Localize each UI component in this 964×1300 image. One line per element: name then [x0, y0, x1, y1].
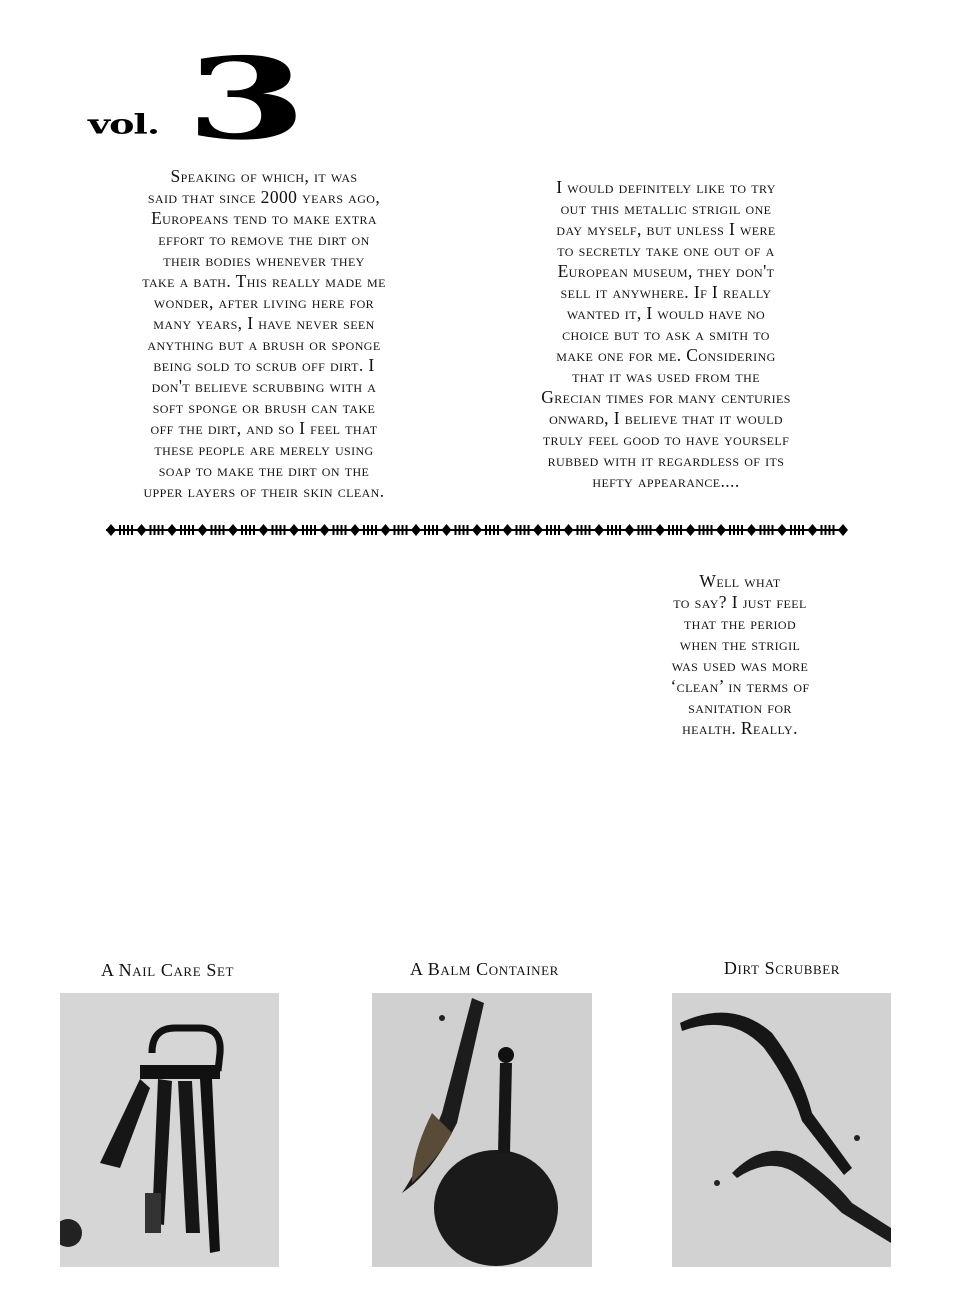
left-text-column: Speaking of which, it was said that since 2000 years ago, Europeans tend to make extra effort to remove the dirt on their bodies whenever they take a bath. This really made me wonder, after living here for many years, I have never seen anything but a brush or sponge being sold to scrub off dirt. I don't believe scrubbing with a soft sponge or brush can take off the dirt, and so I feel that these people are merely using soap to make the dirt on the upper layers of their skin clean. — [142, 166, 386, 501]
caption-nail-care-set: A Nail Care Set — [100, 960, 235, 980]
ornamental-divider-icon — [100, 521, 848, 539]
right-text-column: I would definitely like to try out this metallic strigil one day myself, but unless I were to secretly take one out of a European museum, they don't sell it anywhere. If I really wanted it, I would have no choice but to ask a smith to make one for me. Considering that it was used from the Grecian times for many centuries onward, I believe that it would truly feel good to have yourself rubbed with it regardless of its hefty appearance.... — [541, 177, 791, 491]
nail-care-set-photo — [60, 993, 279, 1267]
volume-label: vol. — [88, 108, 160, 140]
caption-balm-container: A Balm Container — [410, 959, 559, 979]
caption-dirt-scrubber: Dirt Scrubber — [723, 958, 841, 978]
side-note: Well what to say? I just feel that the period when the strigil was used was more ‘clean’ in terms of sanitation for health. Really. — [670, 571, 810, 738]
balm-container-photo — [372, 993, 592, 1267]
volume-title — [88, 34, 348, 165]
volume-number: 3 — [186, 34, 307, 165]
strigil-photo — [672, 993, 891, 1267]
